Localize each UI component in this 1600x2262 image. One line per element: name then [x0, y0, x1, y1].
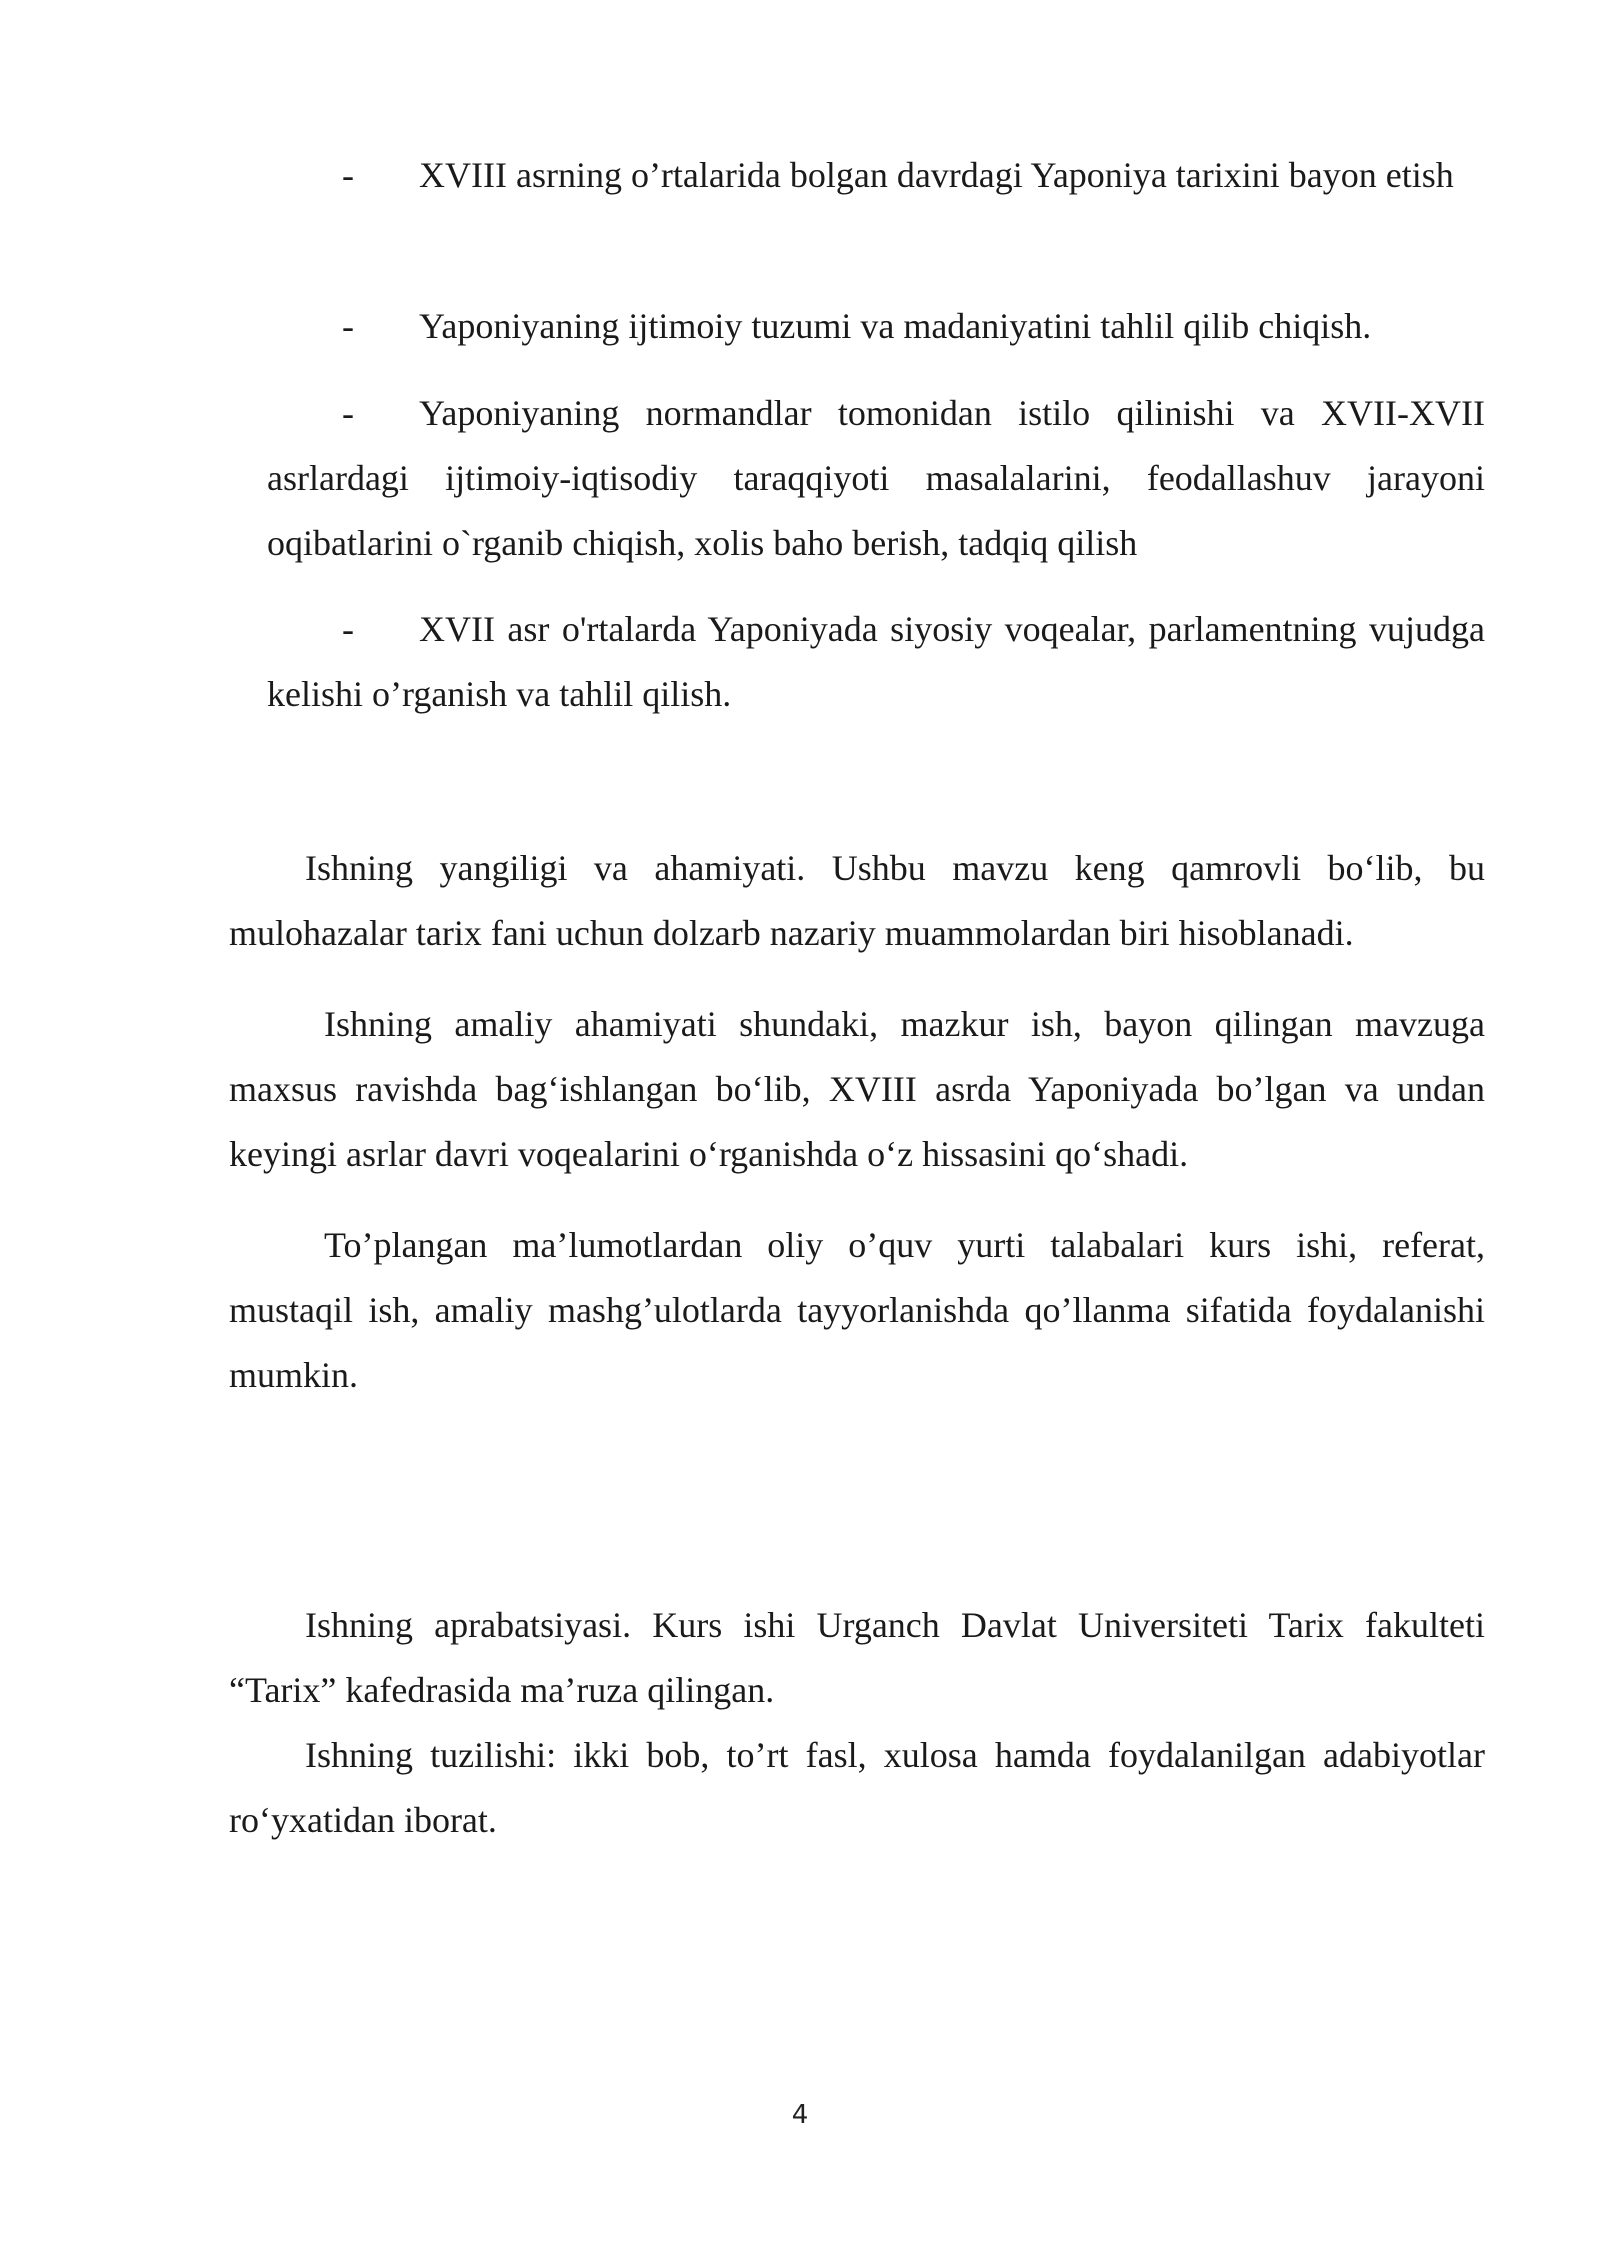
paragraph-practical: Ishning amaliy ahamiyati shundaki, mazkur ish, bayon qilingan mavzuga maxsus ravishda bag‘ishlangan bo‘lib, XVIII asrda Yaponiyada bo’lgan va undan keyingi asrlar davri voqealarini o‘rganishda o‘z hissasini qo‘shadi. — [229, 1004, 1485, 1174]
bullet-item-1 — [267, 143, 1485, 208]
bullet-item-4 — [267, 597, 1485, 727]
bullet-dash: - — [342, 306, 354, 346]
paragraph-approbation: Ishning aprabatsiyasi. Kurs ishi Urganch Davlat Universiteti Tarix fakulteti “Tarix” kafedrasida ma’ruza qilingan. — [229, 1605, 1485, 1710]
paragraph-materials: To’plangan ma’lumotlardan oliy o’quv yurti talabalari kurs ishi, referat, mustaqil ish, amaliy mashg’ulotlarda tayyorlanishda qo’llanma sifatida foydalanishi mumkin. — [229, 1225, 1485, 1395]
bullet-text: Yaponiyaning normandlar tomonidan istilo qilinishi va XVII-XVII asrlardagi ijtimoiy-iqtisodiy taraqqiyoti masalalarini, feodallashuv jarayoni oqibatlarini o`rganib chiqish, xolis baho berish, tadqiq qilish — [267, 393, 1485, 563]
bullet-item-3 — [267, 381, 1485, 576]
bullet-text: XVII asr o'rtalarda Yaponiyada siyosiy voqealar, parlamentning vujudga kelishi o’rganish va tahlil qilish. — [267, 609, 1485, 714]
bullet-text: XVIII asrning o’rtalarida bolgan davrdagi Yaponiya tarixini bayon etish — [419, 155, 1454, 195]
bullet-dash: - — [342, 609, 354, 649]
paragraph-structure: Ishning tuzilishi: ikki bob, to’rt fasl, xulosa hamda foydalanilgan adabiyotlar ro‘yxatidan iborat. — [229, 1735, 1485, 1840]
bullet-dash: - — [342, 155, 354, 195]
bullet-text: Yaponiyaning ijtimoiy tuzumi va madaniyatini tahlil qilib chiqish. — [419, 306, 1372, 346]
bullet-item-2 — [267, 294, 1485, 359]
bullet-dash: - — [342, 393, 354, 433]
page-number: 4 — [791, 2100, 809, 2130]
paragraph-novelty: Ishning yangiligi va ahamiyati. Ushbu mavzu keng qamrovli bo‘lib, bu mulohazalar tarix fani uchun dolzarb nazariy muammolardan biri hisoblanadi. — [229, 848, 1485, 953]
